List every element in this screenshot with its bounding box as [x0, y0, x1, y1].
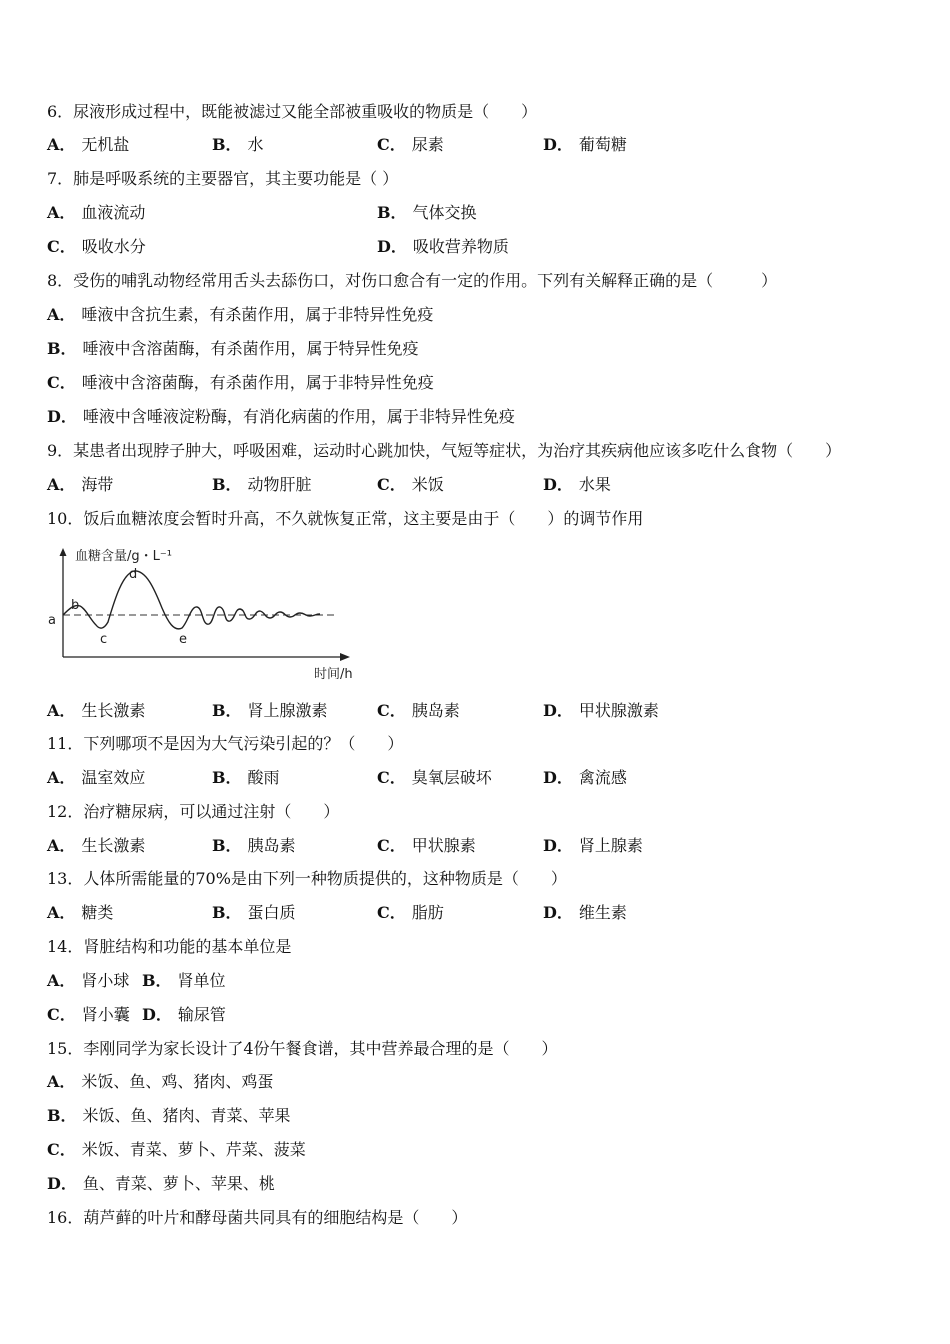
- question-8: 8．受伤的哺乳动物经常用舌头去舔伤口，对伤口愈合有一定的作用。下列有关解释正确的是（ ）: [47, 271, 778, 290]
- q7-option-c[interactable]: C． 吸收水分: [47, 237, 146, 256]
- q8-option-c[interactable]: C． 唾液中含溶菌酶，有杀菌作用，属于非特异性免疫: [47, 373, 434, 392]
- question-15: 15．李刚同学为家长设计了4份午餐食谱，其中营养最合理的是（ ）: [47, 1039, 558, 1058]
- question-14: 14．肾脏结构和功能的基本单位是: [47, 937, 292, 956]
- q11-option-c[interactable]: C． 臭氧层破坏: [377, 768, 492, 787]
- q12-option-d[interactable]: D． 肾上腺素: [543, 836, 643, 855]
- q14-option-a[interactable]: A． 肾小球: [47, 971, 130, 990]
- q7-option-b[interactable]: B． 气体交换: [377, 203, 477, 222]
- q13-option-d[interactable]: D． 维生素: [543, 903, 627, 922]
- q12-option-a[interactable]: A． 生长激素: [47, 836, 146, 855]
- question-12: 12．治疗糖尿病，可以通过注射（ ）: [47, 802, 340, 821]
- point-b-label: b: [71, 598, 80, 613]
- q6-option-c[interactable]: C． 尿素: [377, 135, 444, 154]
- question-6: 6．尿液形成过程中，既能被滤过又能全部被重吸收的物质是（ ）: [47, 102, 538, 121]
- q10-option-c[interactable]: C． 胰岛素: [377, 701, 460, 720]
- q6-option-d[interactable]: D． 葡萄糖: [543, 135, 627, 154]
- point-d-label: d: [129, 567, 138, 582]
- q8-option-d[interactable]: D． 唾液中含唾液淀粉酶，有消化病菌的作用，属于非特异性免疫: [47, 407, 515, 426]
- x-axis-label: 时间/h: [314, 667, 353, 682]
- q10-option-d[interactable]: D． 甲状腺激素: [543, 701, 659, 720]
- y-axis-label: 血糖含量/g・L⁻¹: [75, 549, 172, 564]
- q13-option-a[interactable]: A． 糖类: [47, 903, 114, 922]
- q12-option-b[interactable]: B． 胰岛素: [212, 836, 296, 855]
- q15-option-c[interactable]: C． 米饭、青菜、萝卜、芹菜、菠菜: [47, 1140, 306, 1159]
- q6-option-b[interactable]: B． 水: [212, 135, 264, 154]
- q11-option-d[interactable]: D． 禽流感: [543, 768, 627, 787]
- q8-option-a[interactable]: A． 唾液中含抗生素，有杀菌作用，属于非特异性免疫: [47, 305, 434, 324]
- point-e-label: e: [179, 632, 187, 647]
- question-13: 13．人体所需能量的70%是由下列一种物质提供的，这种物质是（ ）: [47, 869, 567, 888]
- q10-option-a[interactable]: A． 生长激素: [47, 701, 146, 720]
- q14-option-d[interactable]: D． 输尿管: [142, 1005, 226, 1024]
- q8-option-b[interactable]: B． 唾液中含溶菌酶，有杀菌作用，属于特异性免疫: [47, 339, 419, 358]
- question-10: 10．饭后血糖浓度会暂时升高，不久就恢复正常，这主要是由于（ ）的调节作用: [47, 509, 644, 528]
- q9-option-b[interactable]: B． 动物肝脏: [212, 475, 312, 494]
- question-16: 16．葫芦藓的叶片和酵母菌共同具有的细胞结构是（ ）: [47, 1208, 468, 1227]
- q15-option-a[interactable]: A． 米饭、鱼、鸡、猪肉、鸡蛋: [47, 1072, 274, 1091]
- q9-option-d[interactable]: D． 水果: [543, 475, 611, 494]
- q14-option-b[interactable]: B． 肾单位: [142, 971, 226, 990]
- point-a-label: a: [48, 613, 56, 628]
- q13-option-c[interactable]: C． 脂肪: [377, 903, 444, 922]
- q10-option-b[interactable]: B． 肾上腺激素: [212, 701, 328, 720]
- question-11: 11．下列哪项不是因为大气污染引起的？（ ）: [47, 734, 404, 753]
- question-7: 7．肺是呼吸系统的主要器官，其主要功能是（ ）: [47, 169, 399, 188]
- q12-option-c[interactable]: C． 甲状腺素: [377, 836, 476, 855]
- q13-option-b[interactable]: B． 蛋白质: [212, 903, 296, 922]
- q14-option-c[interactable]: C． 肾小囊: [47, 1005, 130, 1024]
- q7-option-d[interactable]: D． 吸收营养物质: [377, 237, 509, 256]
- blood-sugar-curve: [63, 571, 320, 629]
- q7-option-a[interactable]: A． 血液流动: [47, 203, 146, 222]
- question-9: 9．某患者出现脖子肿大，呼吸困难，运动时心跳加快，气短等症状，为治疗其疾病他应该多吃什么食物（ ）: [47, 441, 842, 460]
- q11-option-a[interactable]: A． 温室效应: [47, 768, 146, 787]
- blood-sugar-figure: [44, 540, 364, 685]
- x-axis-arrow: [340, 653, 350, 661]
- q9-option-c[interactable]: C． 米饭: [377, 475, 444, 494]
- q15-option-d[interactable]: D． 鱼、青菜、萝卜、苹果、桃: [47, 1174, 275, 1193]
- q11-option-b[interactable]: B． 酸雨: [212, 768, 280, 787]
- q9-option-a[interactable]: A． 海带: [47, 475, 114, 494]
- q6-option-a[interactable]: A． 无机盐: [47, 135, 130, 154]
- q15-option-b[interactable]: B． 米饭、鱼、猪肉、青菜、苹果: [47, 1106, 291, 1125]
- point-c-label: c: [100, 632, 108, 647]
- y-axis-arrow: [60, 548, 67, 556]
